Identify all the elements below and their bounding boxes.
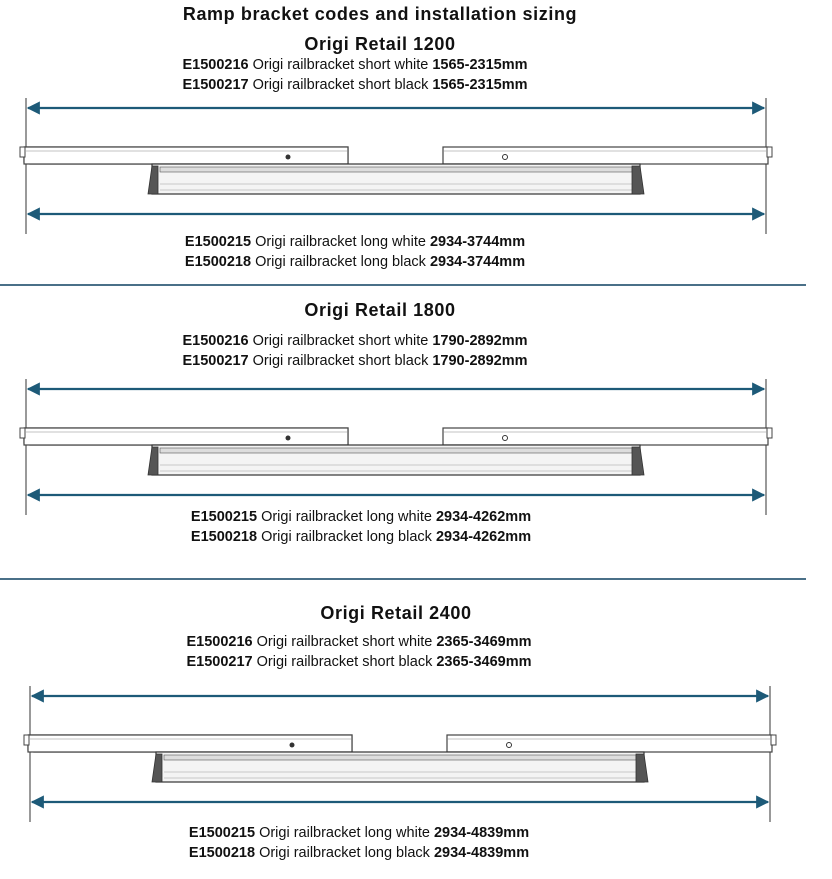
- product-desc: Origi railbracket long black: [261, 529, 432, 545]
- size-range: 2934-4839mm: [433, 845, 530, 861]
- bottom-codes: [4, 823, 714, 863]
- ramp-drawing: [0, 96, 832, 236]
- product-code: E1500218: [184, 254, 252, 270]
- code-line: [6, 507, 716, 527]
- size-range: 2934-4839mm: [433, 825, 530, 841]
- product-desc: Origi railbracket short white: [252, 333, 429, 349]
- ramp-foot-right: [636, 754, 648, 782]
- top-codes: [4, 632, 714, 672]
- ramp-top-strip: [160, 448, 632, 453]
- code-line: [0, 252, 710, 272]
- screw-icon: [290, 743, 295, 748]
- code-line: [6, 527, 716, 547]
- product-desc: Origi railbracket long white: [259, 825, 430, 841]
- size-range: 2934-3744mm: [429, 254, 526, 270]
- size-range: 1565-2315mm: [432, 77, 528, 93]
- product-desc: Origi railbracket long black: [255, 254, 426, 270]
- rail-right-hook: [767, 428, 772, 438]
- code-line: [4, 823, 714, 843]
- top-codes: [0, 55, 710, 95]
- ramp-top-strip: [164, 755, 636, 760]
- ramp-top-strip: [160, 167, 632, 172]
- section-title: Origi Retail 1800: [304, 300, 456, 320]
- screw-icon: [286, 436, 291, 441]
- rail-left-hook: [20, 147, 25, 157]
- page-title: Ramp bracket codes and installation sizing: [182, 4, 578, 24]
- product-desc: Origi railbracket short black: [256, 654, 433, 670]
- ramp-foot-right: [632, 166, 644, 194]
- ramp-foot-left: [152, 754, 162, 782]
- product-code: E1500215: [190, 509, 258, 525]
- bottom-codes: [0, 232, 710, 272]
- product-code: E1500216: [182, 333, 249, 349]
- product-desc: Origi railbracket short black: [252, 77, 429, 93]
- ramp-foot-left: [148, 166, 158, 194]
- ramp-drawing: [0, 377, 832, 517]
- code-line: [0, 75, 710, 95]
- size-range: 1790-2892mm: [432, 353, 528, 369]
- product-desc: Origi railbracket short white: [256, 634, 433, 650]
- product-code: E1500217: [182, 353, 249, 369]
- code-line: [4, 843, 714, 863]
- product-code: E1500217: [186, 654, 253, 670]
- size-range: 2934-4262mm: [435, 509, 532, 525]
- screw-icon: [503, 436, 508, 441]
- section-title: Origi Retail 2400: [320, 603, 472, 623]
- section-divider: [0, 284, 806, 286]
- size-range: 2365-3469mm: [436, 654, 532, 670]
- size-range: 1565-2315mm: [432, 57, 528, 73]
- screw-icon: [286, 155, 291, 160]
- section-divider: [0, 578, 806, 580]
- ramp-drawing: [4, 684, 832, 824]
- product-desc: Origi railbracket long black: [259, 845, 430, 861]
- screw-icon: [507, 743, 512, 748]
- rail-left-hook: [24, 735, 29, 745]
- product-desc: Origi railbracket long white: [255, 234, 426, 250]
- bottom-codes: [6, 507, 716, 547]
- rail-left-hook: [20, 428, 25, 438]
- screw-icon: [503, 155, 508, 160]
- size-range: 2934-4262mm: [435, 529, 532, 545]
- code-line: [0, 232, 710, 252]
- code-line: [0, 55, 710, 75]
- product-code: E1500215: [184, 234, 252, 250]
- ramp-foot-right: [632, 447, 644, 475]
- product-code: E1500216: [182, 57, 249, 73]
- product-desc: Origi railbracket short black: [252, 353, 429, 369]
- rail-right-plate: [443, 428, 768, 445]
- rail-right-hook: [771, 735, 776, 745]
- code-line: [4, 632, 714, 652]
- size-range: 1790-2892mm: [432, 333, 528, 349]
- top-codes: [0, 331, 710, 371]
- product-code: E1500218: [188, 845, 256, 861]
- product-desc: Origi railbracket long white: [261, 509, 432, 525]
- code-line: [0, 331, 710, 351]
- rail-left-plate: [24, 428, 348, 445]
- ramp-foot-left: [148, 447, 158, 475]
- rail-right-plate: [443, 147, 768, 164]
- rail-left-plate: [28, 735, 352, 752]
- size-range: 2365-3469mm: [436, 634, 532, 650]
- product-code: E1500217: [182, 77, 249, 93]
- rail-right-hook: [767, 147, 772, 157]
- code-line: [0, 351, 710, 371]
- code-line: [4, 652, 714, 672]
- rail-right-plate: [447, 735, 772, 752]
- section-title: Origi Retail 1200: [304, 34, 456, 54]
- size-range: 2934-3744mm: [429, 234, 526, 250]
- product-code: E1500216: [186, 634, 253, 650]
- product-code: E1500218: [190, 529, 258, 545]
- rail-left-plate: [24, 147, 348, 164]
- product-desc: Origi railbracket short white: [252, 57, 429, 73]
- product-code: E1500215: [188, 825, 256, 841]
